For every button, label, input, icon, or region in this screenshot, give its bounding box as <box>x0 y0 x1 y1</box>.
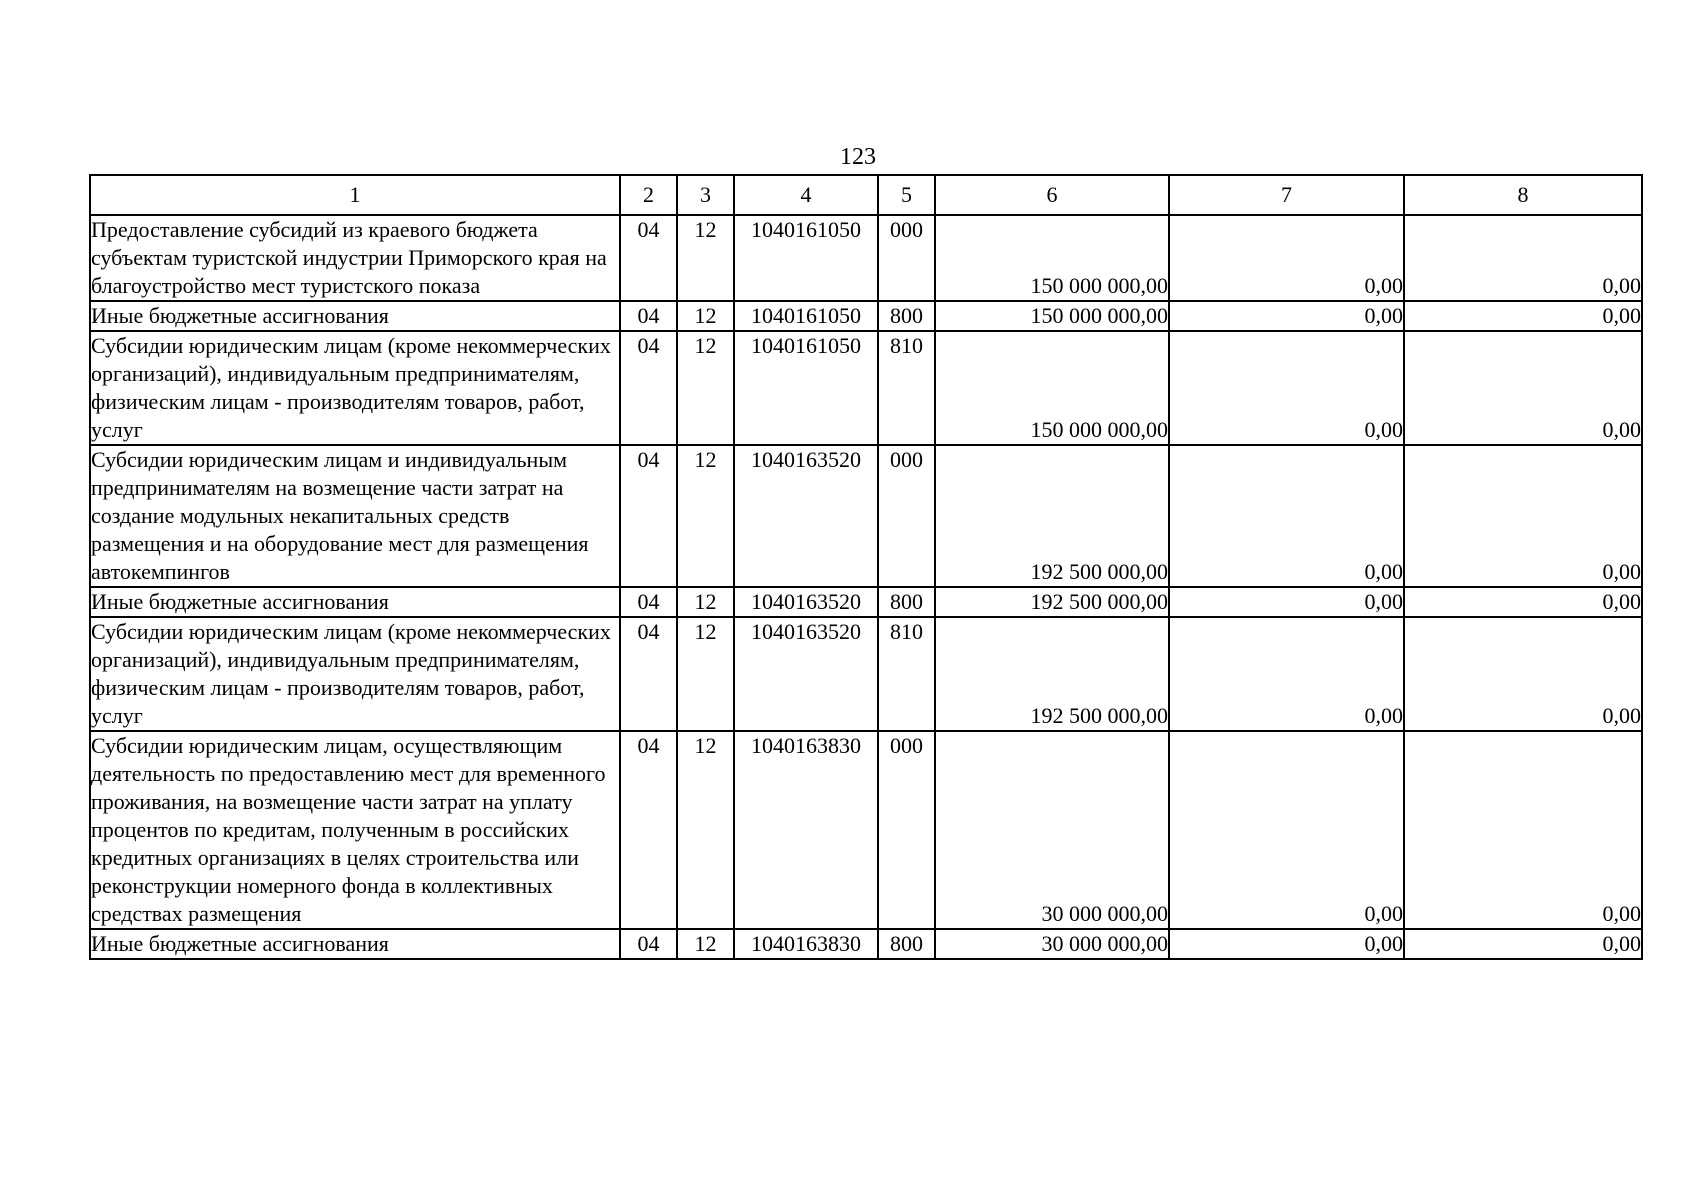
amount-column-6: 30 000 000,00 <box>935 731 1169 929</box>
amount-column-8: 0,00 <box>1404 587 1642 617</box>
section-code: 04 <box>620 731 677 929</box>
table-row <box>90 215 1642 301</box>
expense-type-code: 000 <box>878 445 935 587</box>
amount-column-6: 192 500 000,00 <box>935 587 1169 617</box>
amount-column-7: 0,00 <box>1169 929 1404 959</box>
expense-type-code: 810 <box>878 331 935 445</box>
subsection-code: 12 <box>677 587 734 617</box>
row-name: Субсидии юридическим лицам (кроме некоммерческих организаций), индивидуальным предпринимателям, физическим лицам - производителям товаров, работ, услуг <box>90 617 620 731</box>
amount-column-6: 150 000 000,00 <box>935 301 1169 331</box>
section-code: 04 <box>620 301 677 331</box>
amount-column-6: 30 000 000,00 <box>935 929 1169 959</box>
section-code: 04 <box>620 587 677 617</box>
section-code: 04 <box>620 331 677 445</box>
subsection-code: 12 <box>677 331 734 445</box>
target-article-code: 1040163520 <box>734 587 878 617</box>
expense-type-code: 000 <box>878 215 935 301</box>
amount-column-6: 192 500 000,00 <box>935 445 1169 587</box>
target-article-code: 1040161050 <box>734 215 878 301</box>
target-article-code: 1040163830 <box>734 929 878 959</box>
column-header: 2 <box>620 175 677 215</box>
subsection-code: 12 <box>677 215 734 301</box>
row-name: Иные бюджетные ассигнования <box>90 301 620 331</box>
amount-column-8: 0,00 <box>1404 731 1642 929</box>
target-article-code: 1040163520 <box>734 445 878 587</box>
section-code: 04 <box>620 617 677 731</box>
expense-type-code: 800 <box>878 929 935 959</box>
column-header: 1 <box>90 175 620 215</box>
amount-column-8: 0,00 <box>1404 617 1642 731</box>
amount-column-6: 150 000 000,00 <box>935 331 1169 445</box>
header-row <box>90 175 1642 215</box>
amount-column-7: 0,00 <box>1169 731 1404 929</box>
amount-column-8: 0,00 <box>1404 445 1642 587</box>
row-name: Предоставление субсидий из краевого бюджета субъектам туристской индустрии Приморского края на благоустройство мест туристского показа <box>90 215 620 301</box>
amount-column-7: 0,00 <box>1169 587 1404 617</box>
target-article-code: 1040161050 <box>734 301 878 331</box>
column-header: 7 <box>1169 175 1404 215</box>
amount-column-8: 0,00 <box>1404 331 1642 445</box>
section-code: 04 <box>620 215 677 301</box>
row-name: Субсидии юридическим лицам и индивидуальным предпринимателям на возмещение части затрат на создание модульных некапитальных средств размещения и на оборудование мест для размещения автокемпингов <box>90 445 620 587</box>
page-number: 123 <box>840 144 876 170</box>
expense-type-code: 800 <box>878 587 935 617</box>
column-header: 3 <box>677 175 734 215</box>
amount-column-7: 0,00 <box>1169 301 1404 331</box>
subsection-code: 12 <box>677 617 734 731</box>
row-name: Субсидии юридическим лицам, осуществляющим деятельность по предоставлению мест для временного проживания, на возмещение части затрат на уплату процентов по кредитам, полученным в российских кредитных организациях в целях строительства или реконструкции номерного фонда в коллективных средствах размещения <box>90 731 620 929</box>
amount-column-6: 192 500 000,00 <box>935 617 1169 731</box>
column-header: 6 <box>935 175 1169 215</box>
amount-column-8: 0,00 <box>1404 301 1642 331</box>
subsection-code: 12 <box>677 731 734 929</box>
subsection-code: 12 <box>677 445 734 587</box>
table-row <box>90 617 1642 731</box>
section-code: 04 <box>620 929 677 959</box>
expense-type-code: 000 <box>878 731 935 929</box>
amount-column-8: 0,00 <box>1404 929 1642 959</box>
column-header: 5 <box>878 175 935 215</box>
expense-type-code: 800 <box>878 301 935 331</box>
amount-column-6: 150 000 000,00 <box>935 215 1169 301</box>
subsection-code: 12 <box>677 929 734 959</box>
amount-column-7: 0,00 <box>1169 215 1404 301</box>
table-row <box>90 929 1642 959</box>
amount-column-7: 0,00 <box>1169 445 1404 587</box>
table-row <box>90 731 1642 929</box>
target-article-code: 1040161050 <box>734 331 878 445</box>
target-article-code: 1040163520 <box>734 617 878 731</box>
expense-type-code: 810 <box>878 617 935 731</box>
amount-column-7: 0,00 <box>1169 331 1404 445</box>
column-header: 8 <box>1404 175 1642 215</box>
subsection-code: 12 <box>677 301 734 331</box>
amount-column-8: 0,00 <box>1404 215 1642 301</box>
row-name: Субсидии юридическим лицам (кроме некоммерческих организаций), индивидуальным предпринимателям, физическим лицам - производителям товаров, работ, услуг <box>90 331 620 445</box>
budget-table <box>89 174 1643 960</box>
amount-column-7: 0,00 <box>1169 617 1404 731</box>
column-header: 4 <box>734 175 878 215</box>
table-row <box>90 587 1642 617</box>
section-code: 04 <box>620 445 677 587</box>
table-row <box>90 445 1642 587</box>
row-name: Иные бюджетные ассигнования <box>90 929 620 959</box>
row-name: Иные бюджетные ассигнования <box>90 587 620 617</box>
table-row <box>90 331 1642 445</box>
table-row <box>90 301 1642 331</box>
target-article-code: 1040163830 <box>734 731 878 929</box>
